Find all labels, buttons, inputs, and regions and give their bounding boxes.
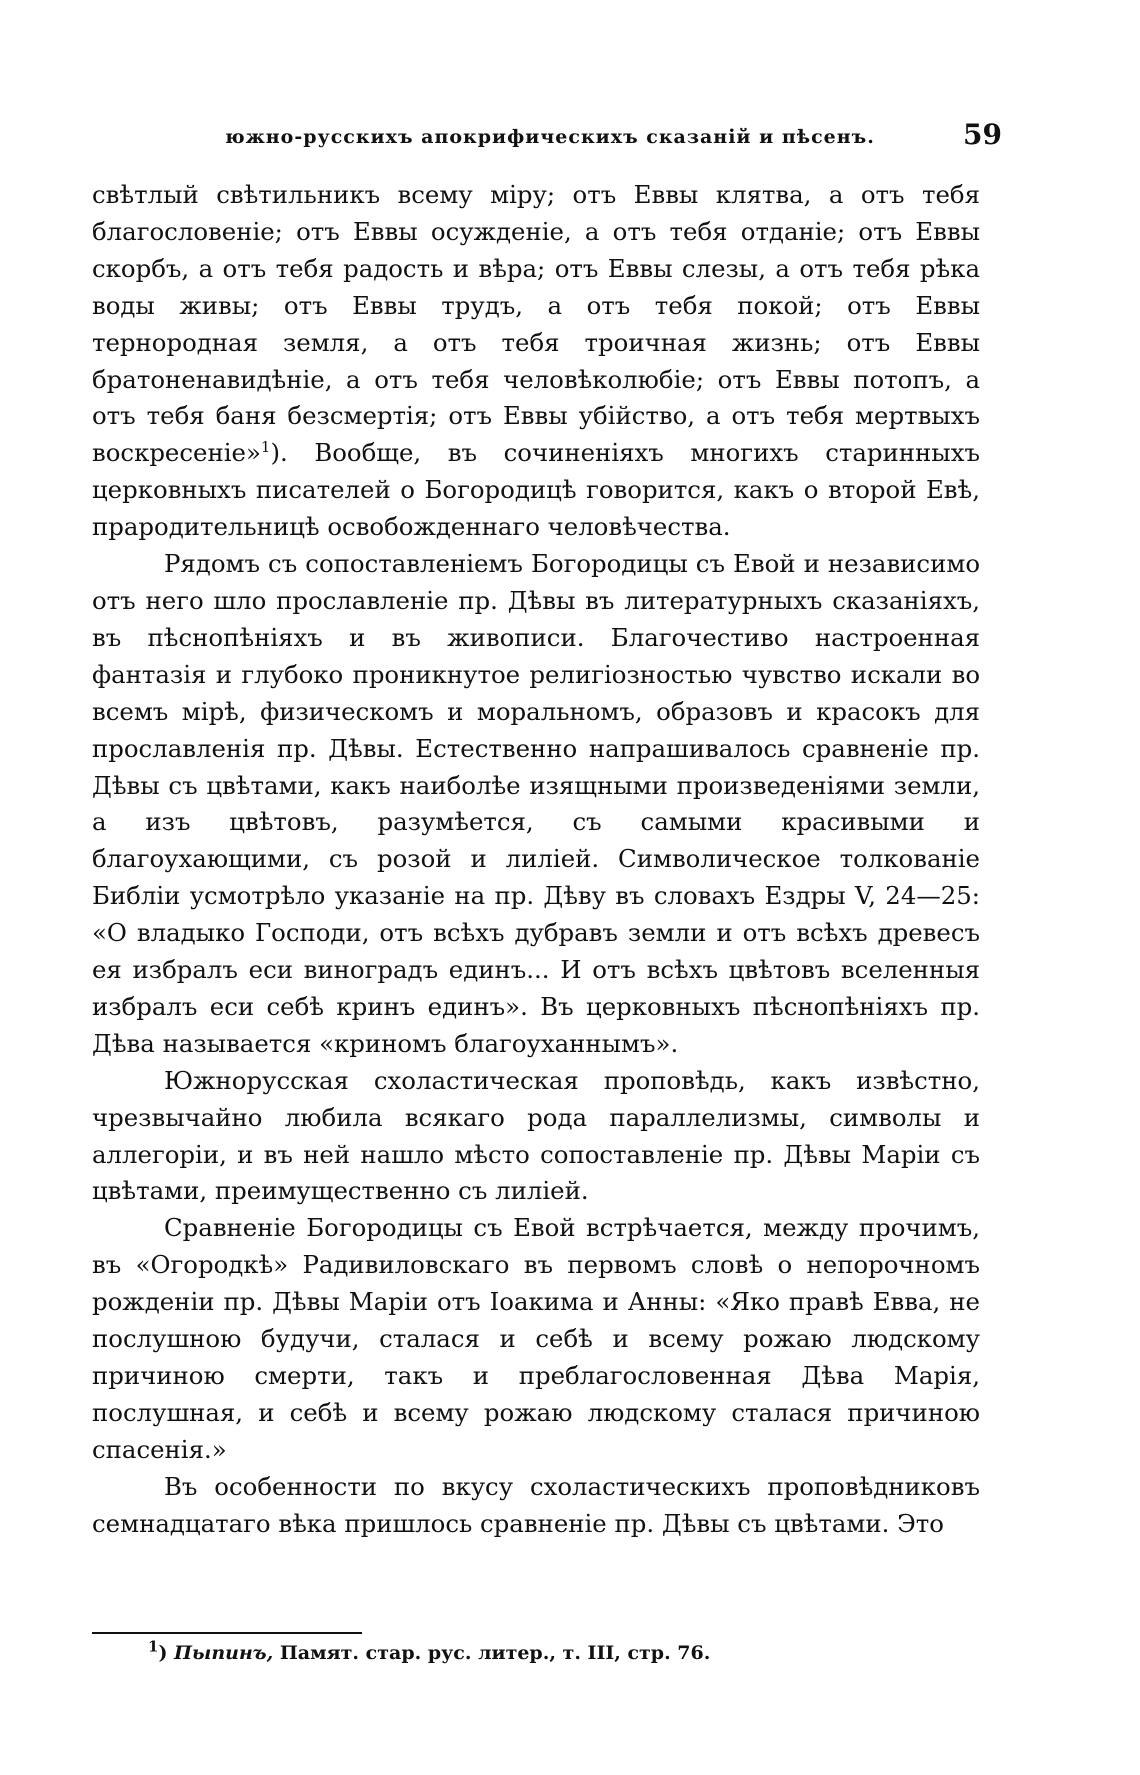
footnote-divider bbox=[92, 1632, 362, 1634]
paragraph-2: Рядомъ съ сопоставленіемъ Богородицы съ Евой и независимо отъ него шло прославленіе пр. Дѣвы въ литературныхъ сказаніяхъ, въ пѣснопѣніяхъ и въ живописи. Благочестиво настроенная фантазія и глубоко проникнутое религіозностью чувство искали во всемъ мірѣ, физическомъ и моральномъ, образовъ и красокъ для прославленія пр. Дѣвы. Естественно напрашивалось сравненіе пр. Дѣвы съ цвѣтами, какъ наиболѣе изящными произведеніями земли, а изъ цвѣтовъ, разумѣется, съ самыми красивыми и благоухающими, съ розой и лиліей. Символическое толкованіе Библіи усмотрѣло указаніе на пр. Дѣву въ словахъ Ездры V, 24—25: «О владыко Господи, отъ всѣхъ дубравъ земли и отъ всѣхъ древесъ ея избралъ еси виноградъ единъ... И отъ всѣхъ цвѣтовъ вселенныя избралъ еси себѣ кринъ единъ». Въ церковныхъ пѣснопѣніяхъ пр. Дѣва называется «криномъ благоуханнымъ». bbox=[92, 549, 980, 1058]
paragraph-1 bbox=[92, 177, 980, 546]
footnote-marker: 1 bbox=[148, 1637, 159, 1656]
paragraph-5: Въ особенности по вкусу схоластическихъ проповѣдниковъ семнадцатаго вѣка пришлось сравненіе пр. Дѣвы съ цвѣтами. Это bbox=[92, 1471, 980, 1538]
paragraph-4: Сравненіе Богородицы съ Евой встрѣчается, между прочимъ, въ «Огородкѣ» Радивиловскаго въ первомъ словѣ о непорочномъ рожденіи пр. Дѣвы Маріи отъ Іоакима и Анны: «Яко правѣ Евва, не послушною будучи, сталася и себѣ и всему рожаю людскому причиною смерти, такъ и преблагословенная Дѣва Марія, послушная, и себѣ и всему рожаю людскому сталася причиною спасенія.» bbox=[92, 1213, 980, 1464]
paragraph-1-text-continued: ). Вообще, въ сочиненіяхъ многихъ старинныхъ церковныхъ писателей о Богородицѣ говорится, какъ о второй Евѣ, прародительницѣ освобожденнаго человѣчества. bbox=[92, 438, 980, 542]
footnote-author: Пыпинъ, bbox=[174, 1642, 274, 1664]
running-title: южно-русскихъ апокрифическихъ сказаній и пѣсенъ. bbox=[225, 126, 875, 148]
paragraph-1-text: свѣтлый свѣтильникъ всему міру; отъ Еввы клятва, а отъ тебя благословеніе; отъ Еввы осужденіе, а отъ тебя отданіе; отъ Еввы скорбъ, а отъ тебя радость и вѣра; отъ Еввы слезы, а отъ тебя рѣка воды живы; отъ Еввы трудъ, а отъ тебя покой; отъ Еввы тернородная земля, а отъ тебя троичная жизнь; отъ Еввы братоненавидѣніе, а отъ тебя человѣколюбіе; отъ Еввы потопъ, а отъ тебя баня безсмертія; отъ Еввы убійство, а отъ тебя мертвыхъ воскресеніе» bbox=[92, 180, 980, 468]
main-text bbox=[92, 177, 980, 1543]
footnote-text: Памят. стар. рус. литер., т. III, стр. 76. bbox=[273, 1642, 711, 1664]
page-number: 59 bbox=[963, 118, 1002, 151]
footnote-reference: 1 bbox=[260, 438, 271, 457]
paragraph-3: Южнорусская схоластическая проповѣдь, какъ извѣстно, чрезвычайно любила всякаго рода параллелизмы, символы и аллегоріи, и въ ней нашло мѣсто сопоставленіе пр. Дѣвы Маріи съ цвѣтами, преимущественно съ лиліей. bbox=[92, 1065, 980, 1206]
footnote: $^1$) Пыпинъ, Памят. стар. рус. литер., т. III, стр. 76. bbox=[148, 1637, 711, 1664]
